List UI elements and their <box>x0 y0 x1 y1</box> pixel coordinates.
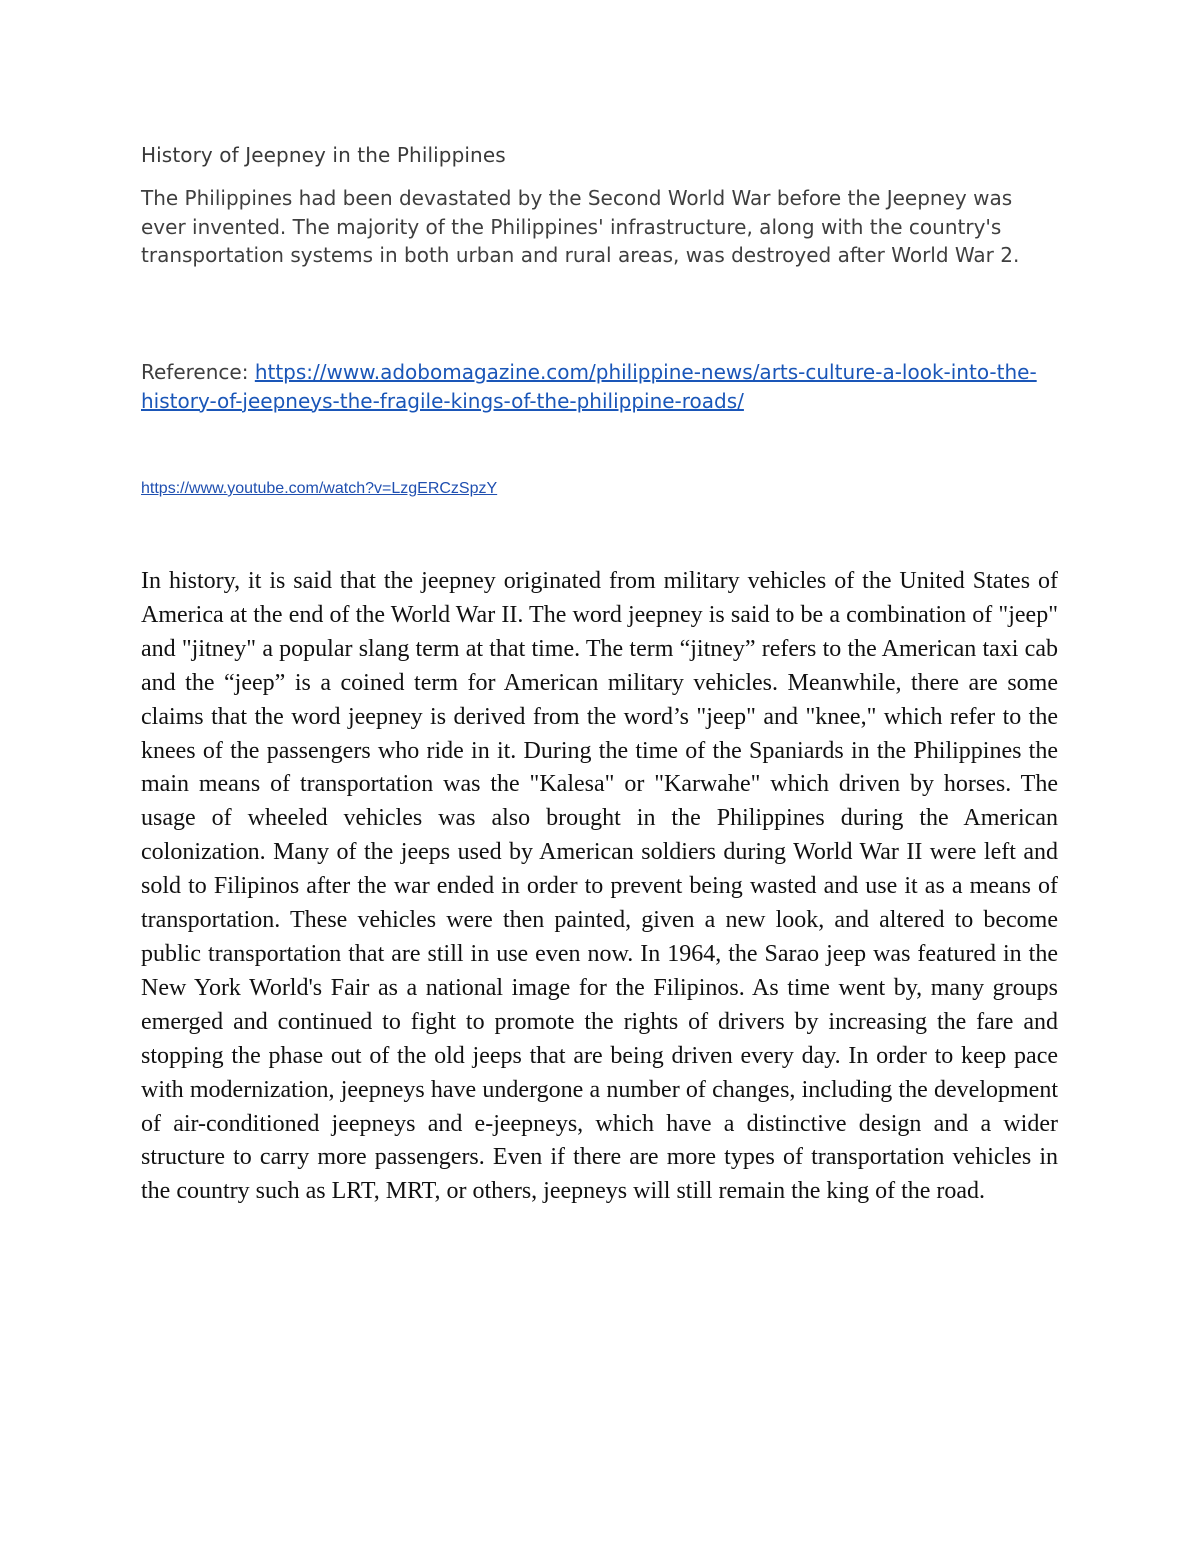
reference-label: Reference: <box>141 360 255 384</box>
reference-line <box>141 358 1066 415</box>
youtube-link[interactable]: https://www.youtube.com/watch?v=LzgERCzSpzY <box>141 480 498 497</box>
document-title: History of Jeepney in the Philippines <box>141 143 506 167</box>
reference-link[interactable]: https://www.adobomagazine.com/philippine-news/arts-culture-a-look-into-the-history-of-jeepneys-the-fragile-kings-of-the-philippine-roads/ <box>141 360 1037 413</box>
body-paragraph: In history, it is said that the jeepney originated from military vehicles of the United States of America at the end of the World War II. The word jeepney is said to be a combination of "jeep" and "jitney" a popular slang term at that time. The term “jitney” refers to the American taxi cab and the “jeep” is a coined term for American military vehicles. Meanwhile, there are some claims that the word jeepney is derived from the word’s "jeep" and "knee," which refer to the knees of the passengers who ride in it. During the time of the Spaniards in the Philippines the main means of transportation was the "Kalesa" or "Karwahe" which driven by horses. The usage of wheeled vehicles was also brought in the Philippines during the American colonization. Many of the jeeps used by American soldiers during World War II were left and sold to Filipinos after the war ended in order to prevent being wasted and use it as a means of transportation. These vehicles were then painted, given a new look, and altered to become public transportation that are still in use even now. In 1964, the Sarao jeep was featured in the New York World's Fair as a national image for the Filipinos. As time went by, many groups emerged and continued to fight to promote the rights of drivers by increasing the fare and stopping the phase out of the old jeeps that are being driven every day. In order to keep pace with modernization, jeepneys have undergone a number of changes, including the development of air-conditioned jeepneys and e-jeepneys, which have a distinctive design and a wider structure to carry more passengers. Even if there are more types of transportation vehicles in the country such as LRT, MRT, or others, jeepneys will still remain the king of the road. <box>141 568 1058 1205</box>
intro-paragraph: The Philippines had been devastated by the Second World War before the Jeepney was ever invented. The majority of the Philippines' infrastructure, along with the country's transportation systems in both urban and rural areas, was destroyed after World War 2. <box>141 186 1020 267</box>
